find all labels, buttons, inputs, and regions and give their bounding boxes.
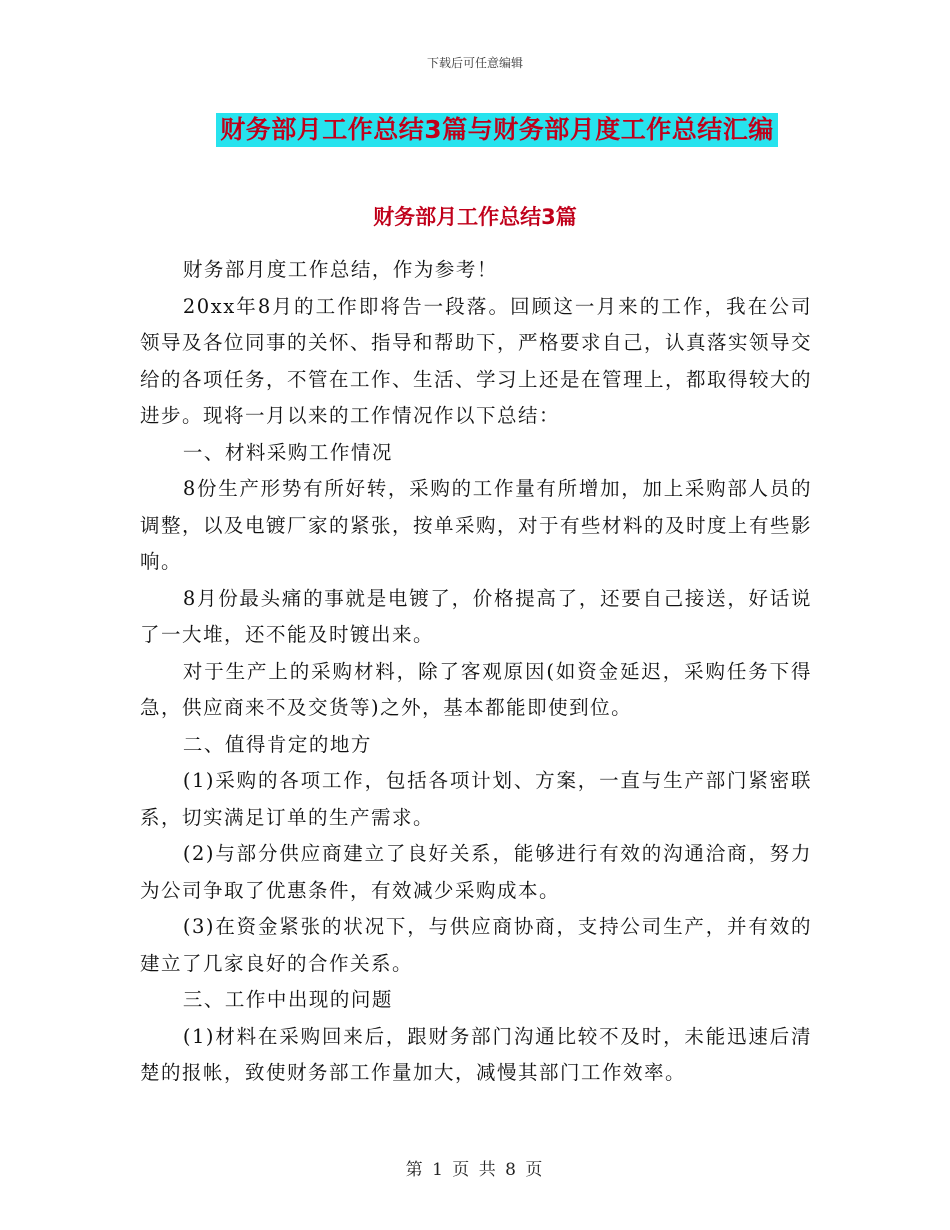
section-heading: 二、值得肯定的地方 — [182, 732, 372, 756]
paragraph: (1)采购的各项工作，包括各项计划、方案，一直与生产部门紧密联系，切实满足订单的生产需求。 — [140, 769, 812, 829]
paragraph: (3)在资金紧张的状况下，与供应商协商，支持公司生产，并有效的建立了几家良好的合作关系。 — [140, 915, 812, 975]
page-number: 第 1 页 共 8 页 — [405, 1160, 545, 1180]
section-heading: 三、工作中出现的问题 — [182, 988, 393, 1011]
paragraph: 8月份最头痛的事就是电镀了，价格提高了，还要自己接送，好话说了一大堆，还不能及时镀出来。 — [140, 586, 812, 646]
paragraph: (2)与部分供应商建立了良好关系，能够进行有效的沟通洽商，努力为公司争取了优惠条件，有效减少采购成本。 — [140, 842, 812, 902]
document-body — [140, 252, 812, 1092]
paragraph: 20xx年8月的工作即将告一段落。回顾这一月来的工作，我在公司领导及各位同事的关怀、指导和帮助下，严格要求自己，认真落实领导交给的各项任务，不管在工作、生活、学习上还是在管理上，都取得较大的进步。现将一月以来的工作情况作以下总结： — [140, 294, 813, 427]
section-heading: 一、材料采购工作情况 — [182, 440, 393, 464]
sub-title: 财务部月工作总结3篇 — [373, 205, 577, 229]
paragraph: 8份生产形势有所好转，采购的工作量有所增加，加上采购部人员的调整，以及电镀厂家的紧张，按单采购，对于有些材料的及时度上有些影响。 — [140, 477, 813, 573]
header-note: 下载后可任意编辑 — [426, 56, 523, 70]
main-title-container — [0, 113, 950, 147]
paragraph: 财务部月度工作总结，作为参考！ — [182, 258, 498, 281]
paragraph: (1)材料在采购回来后，跟财务部门沟通比较不及时，未能迅速后清楚的报帐，致使财务部工作量加大，减慢其部门工作效率。 — [140, 1024, 812, 1084]
paragraph: 对于生产上的采购材料，除了客观原因(如资金延迟，采购任务下得急，供应商来不及交货等)之外，基本都能即使到位。 — [140, 659, 812, 719]
main-title: 财务部月工作总结3篇与财务部月度工作总结汇编 — [216, 113, 777, 147]
